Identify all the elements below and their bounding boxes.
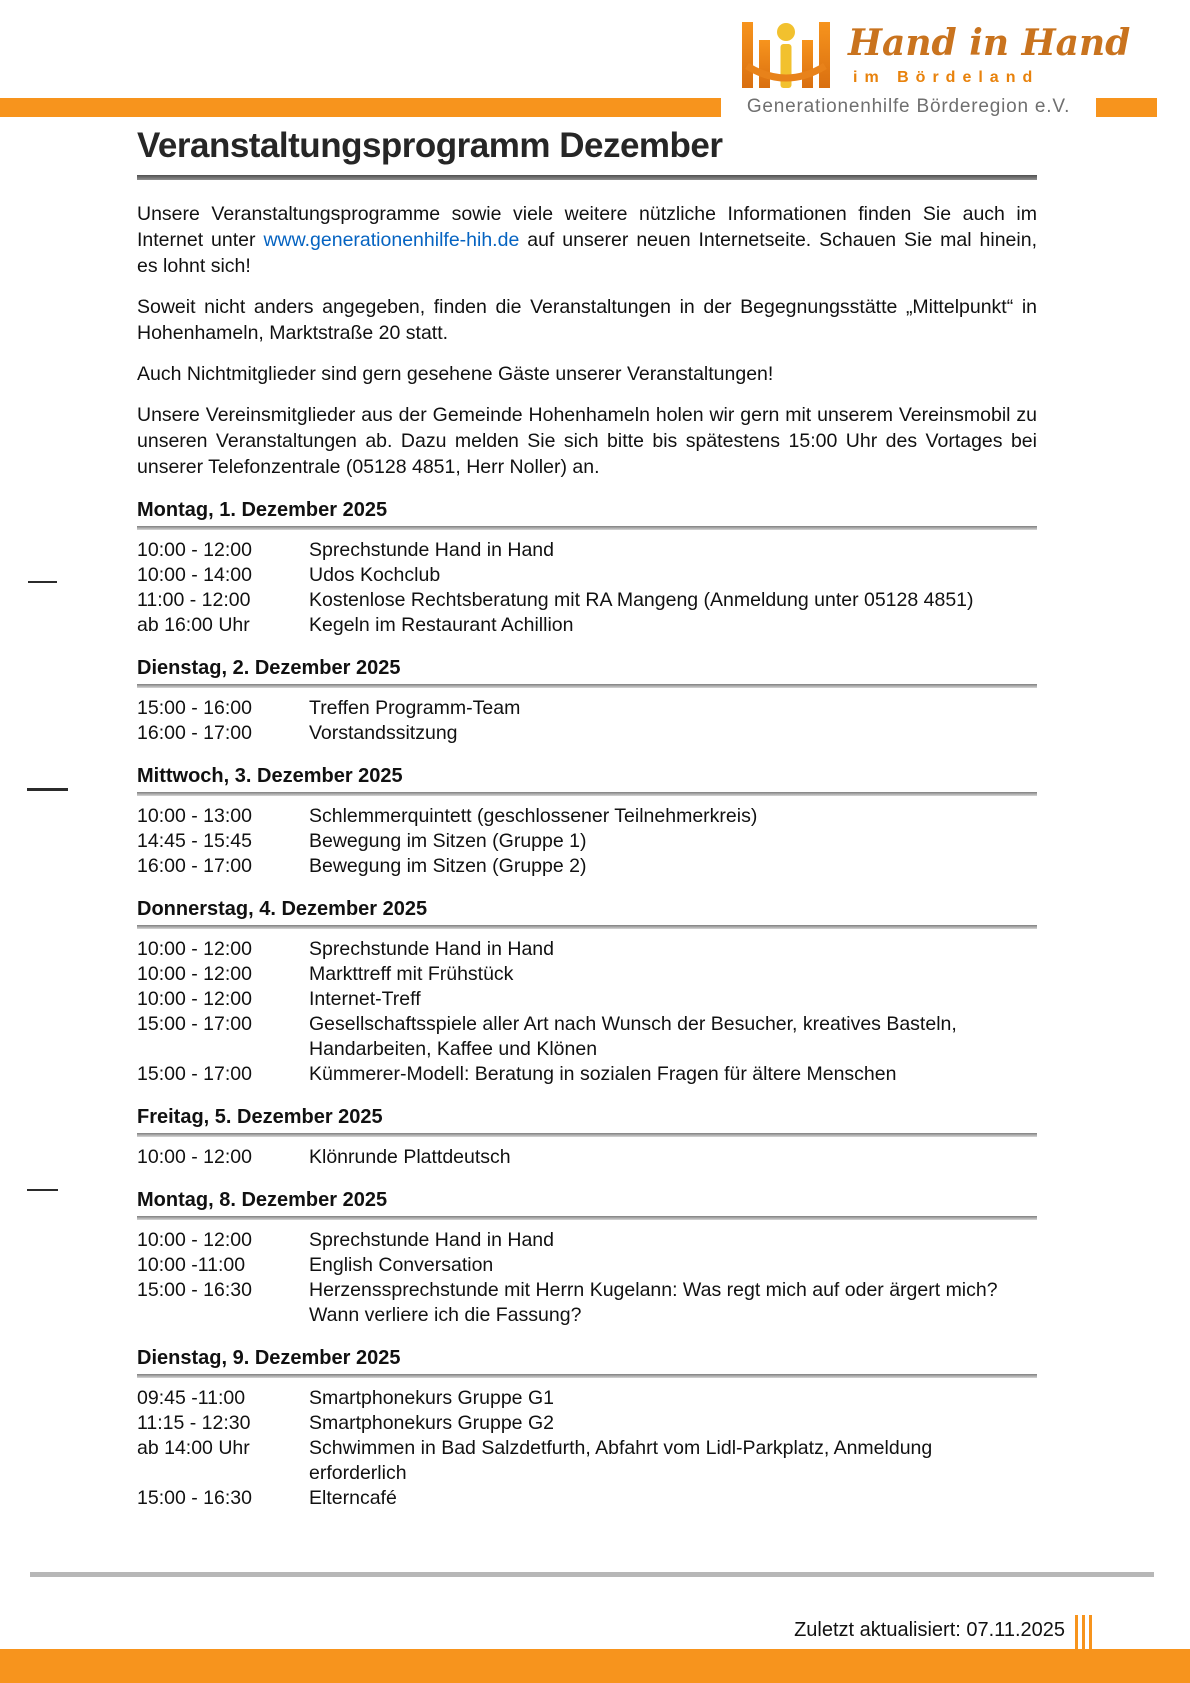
event-time: 10:00 - 13:00 (137, 805, 252, 827)
schedule (137, 499, 1037, 1511)
event-description: Vorstandssitzung (309, 722, 458, 744)
day-header: Dienstag, 2. Dezember 2025 (137, 657, 401, 679)
event-description: Smartphonekurs Gruppe G2 (309, 1412, 554, 1434)
event-row (137, 987, 1037, 1012)
event-time: 10:00 - 12:00 (137, 539, 252, 561)
event-description: Kegeln im Restaurant Achillion (309, 614, 574, 636)
day-header: Dienstag, 9. Dezember 2025 (137, 1347, 401, 1369)
day-rule (137, 526, 1037, 530)
event-row (137, 1062, 1037, 1087)
event-description: English Conversation (309, 1254, 494, 1276)
event-row (137, 1253, 1037, 1278)
day-rule (137, 925, 1037, 929)
event-time: 15:00 - 17:00 (137, 1063, 252, 1085)
event-description: Smartphonekurs Gruppe G1 (309, 1387, 554, 1409)
event-row (137, 829, 1037, 854)
day-rule (137, 1374, 1037, 1378)
footer-rule (30, 1572, 1154, 1577)
event-row (137, 538, 1037, 563)
event-time: 15:00 - 16:30 (137, 1487, 252, 1509)
event-time: 16:00 - 17:00 (137, 855, 252, 877)
event-time: 10:00 - 12:00 (137, 1146, 252, 1168)
day-header: Freitag, 5. Dezember 2025 (137, 1106, 383, 1128)
schedule-day-section (137, 1106, 1037, 1170)
event-time: 15:00 - 16:00 (137, 697, 252, 719)
event-row (137, 563, 1037, 588)
title-rule (137, 175, 1037, 180)
event-row (137, 588, 1037, 613)
event-row (137, 721, 1037, 746)
event-time: 10:00 - 12:00 (137, 963, 252, 985)
event-description: Sprechstunde Hand in Hand (309, 1229, 554, 1251)
intro-paragraph-2: Soweit nicht anders angegeben, finden die Veranstaltungen in der Begegnungsstätte „Mittelpunkt“ in Hohenhameln, Marktstraße 20 statt. (137, 296, 1037, 344)
logo-script-text: Hand in Hand (848, 22, 1131, 64)
event-time: 10:00 - 12:00 (137, 938, 252, 960)
schedule-day-section (137, 1347, 1037, 1511)
fold-mark (28, 581, 57, 583)
event-description: Sprechstunde Hand in Hand (309, 938, 554, 960)
day-rule (137, 1216, 1037, 1220)
logo-subtitle: im Bördeland (853, 69, 1040, 86)
event-description: Kümmerer-Modell: Beratung in sozialen Fragen für ältere Menschen (309, 1063, 897, 1085)
event-row (137, 1228, 1037, 1253)
schedule-day-section (137, 499, 1037, 638)
event-row (137, 1486, 1037, 1511)
event-row (137, 1386, 1037, 1411)
day-header: Mittwoch, 3. Dezember 2025 (137, 765, 403, 787)
event-time: 15:00 - 17:00 (137, 1013, 252, 1035)
event-time: 14:45 - 15:45 (137, 830, 252, 852)
event-description: Treffen Programm-Team (309, 697, 521, 719)
day-rule (137, 1133, 1037, 1137)
page-title: Veranstaltungsprogramm Dezember (137, 126, 723, 165)
intro-p1-after: auf unserer neuen Internetseite. Schauen Sie mal hinein, es lohnt sich! (137, 229, 1037, 277)
event-row (137, 962, 1037, 987)
schedule-day-section (137, 898, 1037, 1087)
event-time: 10:00 - 12:00 (137, 1229, 252, 1251)
schedule-day-section (137, 1189, 1037, 1328)
event-row (137, 937, 1037, 962)
event-row (137, 1411, 1037, 1436)
event-description: Elterncafé (309, 1487, 397, 1509)
event-row (137, 696, 1037, 721)
logo (690, 12, 1131, 98)
event-description: Herzenssprechstunde mit Herrn Kugelann: Was regt mich auf oder ärgert mich? Wann verliere ich die Fassung? (309, 1279, 998, 1326)
org-name: Generationenhilfe Börderegion e.V. (746, 96, 1071, 117)
website-link[interactable]: www.generationenhilfe-hih.de (263, 229, 520, 251)
event-time: 11:00 - 12:00 (137, 589, 251, 611)
event-row (137, 1278, 1037, 1328)
event-description: Kostenlose Rechtsberatung mit RA Mangeng (Anmeldung unter 05128 4851) (309, 589, 974, 611)
event-time: ab 14:00 Uhr (137, 1437, 250, 1459)
event-row (137, 613, 1037, 638)
day-header: Montag, 8. Dezember 2025 (137, 1189, 388, 1211)
event-time: 11:15 - 12:30 (137, 1412, 251, 1434)
day-header: Donnerstag, 4. Dezember 2025 (137, 898, 428, 920)
event-description: Schlemmerquintett (geschlossener Teilnehmerkreis) (309, 805, 758, 827)
event-description: Udos Kochclub (309, 564, 441, 586)
event-description: Gesellschaftsspiele aller Art nach Wunsch der Besucher, kreatives Basteln, Handarbeiten, Kaffee und Klönen (309, 1013, 957, 1060)
event-row (137, 804, 1037, 829)
event-description: Bewegung im Sitzen (Gruppe 1) (309, 830, 587, 852)
hand-in-hand-people-logo-icon (738, 16, 846, 96)
day-rule (137, 792, 1037, 796)
event-description: Internet-Treff (309, 988, 421, 1010)
event-row (137, 1145, 1037, 1170)
intro-p1-before: Unsere Veranstaltungsprogramme sowie viele weitere nützliche Informationen finden Sie auch im Internet unter (137, 203, 1037, 251)
last-updated-text: Zuletzt aktualisiert: 07.11.2025 (794, 1619, 1065, 1641)
event-description: Bewegung im Sitzen (Gruppe 2) (309, 855, 587, 877)
event-time: 15:00 - 16:30 (137, 1279, 252, 1301)
fold-mark (27, 1189, 58, 1191)
day-rule (137, 684, 1037, 688)
event-time: 16:00 - 17:00 (137, 722, 252, 744)
intro-paragraphs (137, 201, 1037, 480)
intro-paragraph-3: Auch Nichtmitglieder sind gern gesehene Gäste unserer Veranstaltungen! (137, 363, 774, 385)
intro-paragraph-4: Unsere Vereinsmitglieder aus der Gemeinde Hohenhameln holen wir gern mit unserem Vereinsmobil zu unseren Veranstaltungen ab. Dazu melden Sie sich bitte bis spätestens 15:00 Uhr des Vortages bei unserer Telefonzentrale (05128 4851, Herr Noller) an. (137, 404, 1037, 478)
schedule-day-section (137, 657, 1037, 746)
event-time: 10:00 - 12:00 (137, 988, 252, 1010)
event-time: 09:45 -11:00 (137, 1387, 246, 1409)
content-column (137, 126, 1037, 1511)
day-header: Montag, 1. Dezember 2025 (137, 499, 388, 521)
event-description: Markttreff mit Frühstück (309, 963, 514, 985)
event-description: Sprechstunde Hand in Hand (309, 539, 554, 561)
event-time: 10:00 - 14:00 (137, 564, 252, 586)
footer-stripes-icon (1075, 1615, 1092, 1650)
event-description: Klönrunde Plattdeutsch (309, 1146, 511, 1168)
header-band-right-gap (1157, 98, 1190, 117)
event-row (137, 854, 1037, 879)
footer-orange-band (0, 1649, 1190, 1683)
schedule-day-section (137, 765, 1037, 879)
event-time: ab 16:00 Uhr (137, 614, 250, 636)
event-row (137, 1436, 1037, 1486)
fold-mark (27, 788, 68, 791)
intro-paragraph-1 (137, 201, 1037, 279)
event-row (137, 1012, 1037, 1062)
event-time: 10:00 -11:00 (137, 1254, 246, 1276)
event-description: Schwimmen in Bad Salzdetfurth, Abfahrt vom Lidl-Parkplatz, Anmeldung erforderlich (309, 1437, 933, 1484)
